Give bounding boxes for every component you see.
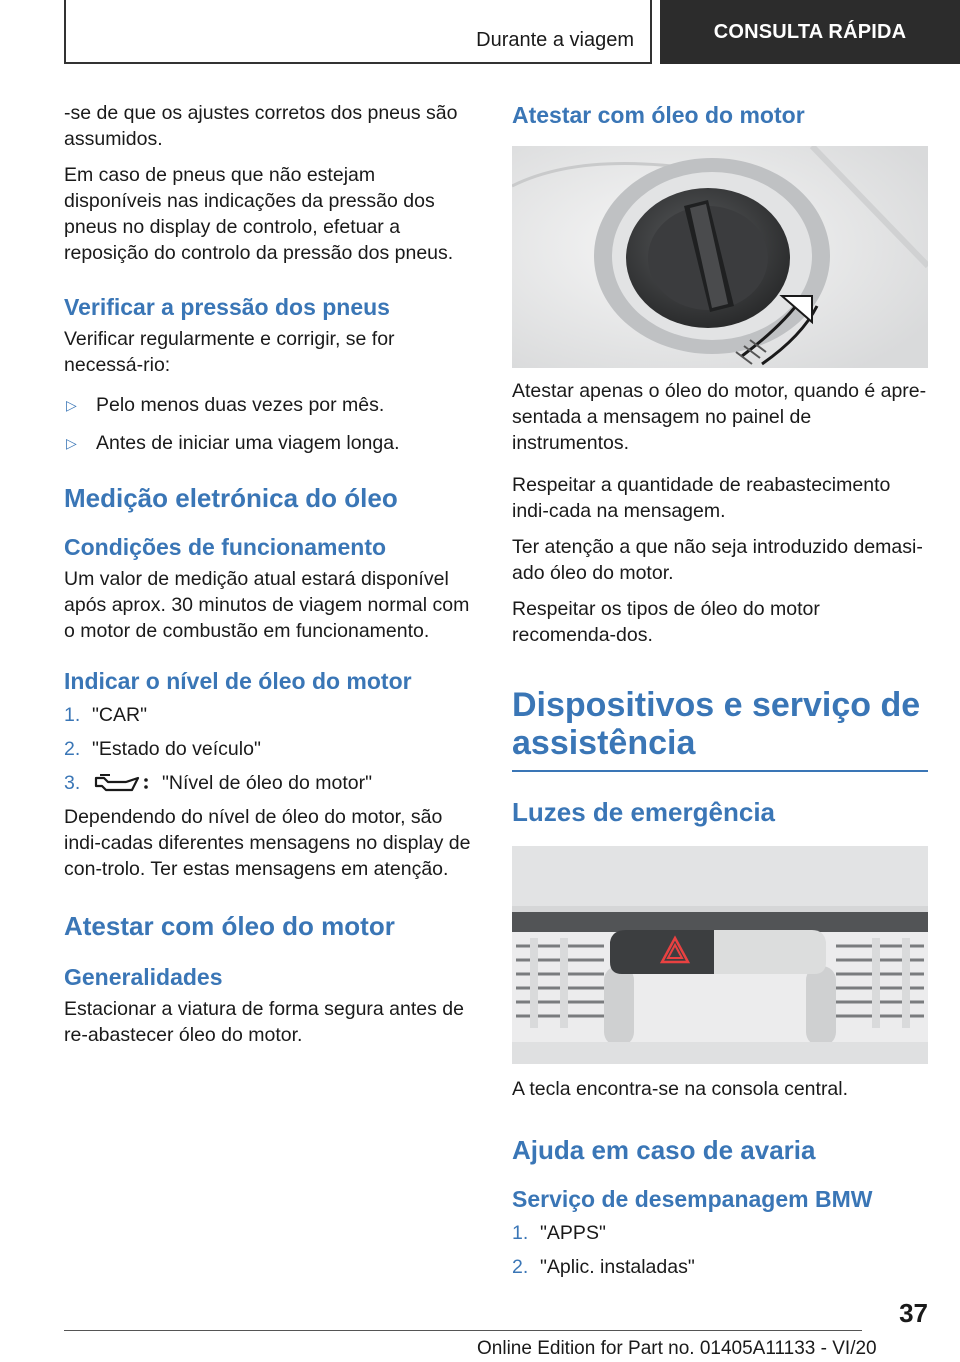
step-number: 2. (64, 738, 81, 760)
heading-atestar-right: Atestar com óleo do motor (512, 102, 805, 128)
heading-atestar: Atestar com óleo do motor (64, 911, 395, 941)
paragraph: Respeitar a quantidade de reabastecimento indi‐cada na mensagem. (512, 474, 891, 522)
heading-condicoes: Condições de funcionamento (64, 534, 387, 560)
paragraph: Em caso de pneus que não estejam disponíveis nas indicações da pressão dos pneus no display de controlo, efetuar a reposição do controlo da pressão dos pneus. (64, 164, 454, 264)
footer-edition: Online Edition for Part no. 01405A11133 - VI/20 (477, 1338, 877, 1359)
bullet-text: Pelo menos duas vezes por mês. (96, 394, 385, 416)
heading-dispositivos: Dispositivos e serviço de assistência (512, 686, 921, 762)
section-rule (512, 770, 928, 772)
oil-can-icon (92, 772, 152, 794)
list-item (512, 1254, 928, 1280)
list-item (512, 1220, 928, 1246)
heading-medicao: Medição eletrónica do óleo (64, 483, 398, 513)
step-number: 1. (512, 1222, 529, 1244)
triangle-bullet-icon: ▷ (66, 435, 77, 451)
left-column (64, 100, 478, 1058)
heading-verificar: Verificar a pressão dos pneus (64, 294, 390, 320)
paragraph: Respeitar os tipos de óleo do motor recomenda‐dos. (512, 598, 820, 646)
hazard-button-image (512, 846, 928, 1064)
step-number: 1. (64, 704, 81, 726)
page-number: 37 (899, 1298, 928, 1328)
paragraph: Dependendo do nível de óleo do motor, são indi‐cadas diferentes mensagens no display de con‐trolo. Ter estas mensagens em atenção. (64, 806, 471, 880)
heading-indicar: Indicar o nível de óleo do motor (64, 668, 412, 694)
triangle-bullet-icon: ▷ (66, 397, 77, 413)
footer-rule (64, 1330, 862, 1331)
heading-servico: Serviço de desempanagem BMW (512, 1186, 873, 1212)
step-text: "Nível de óleo do motor" (162, 772, 373, 794)
step-number: 3. (64, 772, 81, 794)
section-title: Durante a viagem (476, 29, 634, 51)
paragraph: Verificar regularmente e corrigir, se for necessá‐rio: (64, 328, 395, 376)
paragraph: Ter atenção a que não seja introduzido demasi‐ado óleo do motor. (512, 536, 923, 584)
paragraph: Atestar apenas o óleo do motor, quando é apre‐sentada a mensagem no painel de instrumentos. (512, 380, 927, 454)
paragraph: Um valor de medição atual estará disponível após aprox. 30 minutos de viagem normal com o motor de combustão em funcionamento. (64, 568, 470, 642)
paragraph: -se de que os ajustes corretos dos pneus são assumidos. (64, 102, 458, 150)
step-text: "CAR" (92, 704, 148, 726)
heading-ajuda: Ajuda em caso de avaria (512, 1135, 816, 1165)
bullet-text: Antes de iniciar uma viagem longa. (96, 432, 400, 454)
list-item (64, 736, 478, 762)
step-number: 2. (512, 1256, 529, 1278)
page-header (64, 0, 960, 64)
heading-generalidades: Generalidades (64, 964, 223, 990)
oil-filler-cap-image (512, 146, 928, 368)
bullet-item (64, 430, 478, 456)
paragraph: Estacionar a viatura de forma segura antes de re‐abastecer óleo do motor. (64, 998, 464, 1046)
header-frame (64, 0, 652, 64)
step-text: "Aplic. instaladas" (540, 1256, 695, 1278)
quick-reference-tab[interactable]: CONSULTA RÁPIDA (660, 0, 960, 64)
step-text: "Estado do veículo" (92, 738, 261, 760)
paragraph: A tecla encontra-se na consola central. (512, 1078, 849, 1100)
heading-luzes: Luzes de emergência (512, 797, 775, 827)
right-column (512, 100, 928, 1288)
list-item (64, 702, 478, 728)
list-item (64, 770, 478, 796)
bullet-item (64, 392, 478, 418)
step-text: "APPS" (540, 1222, 606, 1244)
